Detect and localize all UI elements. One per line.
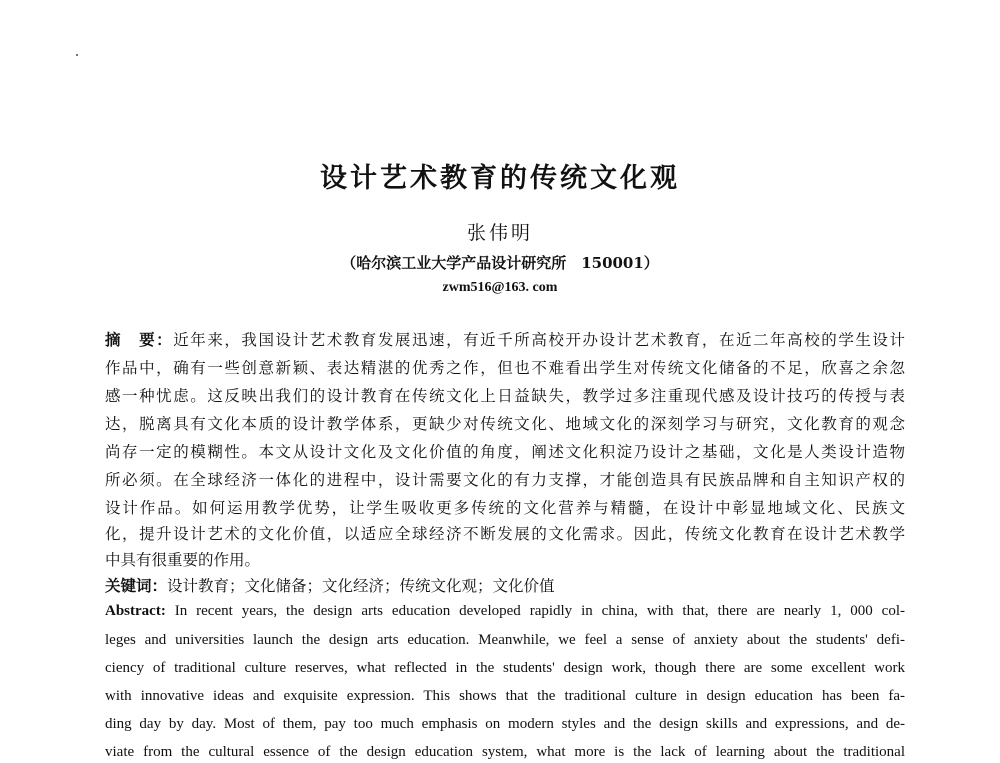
author-email: zwm516@163. com bbox=[442, 280, 558, 295]
abstract-en-line bbox=[105, 600, 905, 622]
abstract-cn-line: 尚存一定的模糊性。本文从设计文化及文化价值的角度，阐述文化积淀乃设计之基础，文化是人类设计造物 bbox=[105, 443, 905, 461]
abstract-cn-line bbox=[105, 329, 905, 351]
abstract-en-line: ciency of traditional culture reserves, what reflected in the students' design work, though there are some excellent work bbox=[105, 660, 905, 676]
abstract-en-line: ding day by day. Most of them, pay too much emphasis on modern styles and the design skills and expressions, and de- bbox=[105, 716, 905, 732]
abstract-cn-line: 所必须。在全球经济一体化的进程中，设计需要文化的有力支撑，才能创造具有民族品牌和自主知识产权的 bbox=[105, 471, 905, 489]
abstract-cn-line: 感一种忧虑。这反映出我们的设计教育在传统文化上日益缺失，教学过多注重现代感及设计技巧的传授与表 bbox=[105, 387, 905, 405]
abstract-en-text: In recent years, the design arts education developed rapidly in china, with that, there are nearly 1, 000 col- bbox=[165, 603, 905, 619]
author-affiliation: （哈尔滨工业大学产品设计研究所 150001） bbox=[341, 254, 659, 272]
keywords-label: 关键词： bbox=[105, 576, 168, 595]
abstract-cn-line: 化，提升设计艺术的文化价值，以适应全球经济不断发展的文化需求。因此，传统文化教育在设计艺术教学 bbox=[105, 525, 905, 543]
keywords: 设计教育；文化储备；文化经济；传统文化观；文化价值 bbox=[167, 577, 555, 595]
abstract-en-label: Abstract: bbox=[105, 603, 166, 619]
abstract-cn-text: 近年来，我国设计艺术教育发展迅速，有近千所高校开办设计艺术教育，在近二年高校的学生设计 bbox=[173, 331, 905, 349]
abstract-cn-line: 中具有很重要的作用。 bbox=[105, 551, 261, 569]
abstract-en-line: leges and universities launch the design arts education. Meanwhile, we feel a sense of anxiety about the students' defi- bbox=[105, 632, 905, 648]
keywords-line bbox=[105, 575, 905, 597]
abstract-cn-line: 达，脱离具有文化本质的设计教学体系，更缺少对传统文化、地域文化的深刻学习与研究，文化教育的观念 bbox=[105, 415, 905, 433]
abstract-cn-line: 设计作品。如何运用教学优势，让学生吸收更多传统的文化营养与精髓，在设计中彰显地域文化、民族文 bbox=[105, 499, 905, 517]
abstract-en-line: viate from the cultural essence of the design education system, what more is the lack of learning about the traditional bbox=[105, 744, 905, 760]
abstract-en-line: with innovative ideas and exquisite expression. This shows that the traditional culture in design education has been fa- bbox=[105, 688, 905, 704]
paper-title: 设计艺术教育的传统文化观 bbox=[320, 163, 680, 194]
abstract-cn-line: 作品中，确有一些创意新颖、表达精湛的优秀之作，但也不难看出学生对传统文化储备的不足，欣喜之余忽 bbox=[105, 359, 905, 377]
abstract-cn-label: 摘 要： bbox=[105, 330, 174, 349]
author-name: 张伟明 bbox=[466, 222, 533, 244]
scan-speck bbox=[76, 54, 78, 56]
